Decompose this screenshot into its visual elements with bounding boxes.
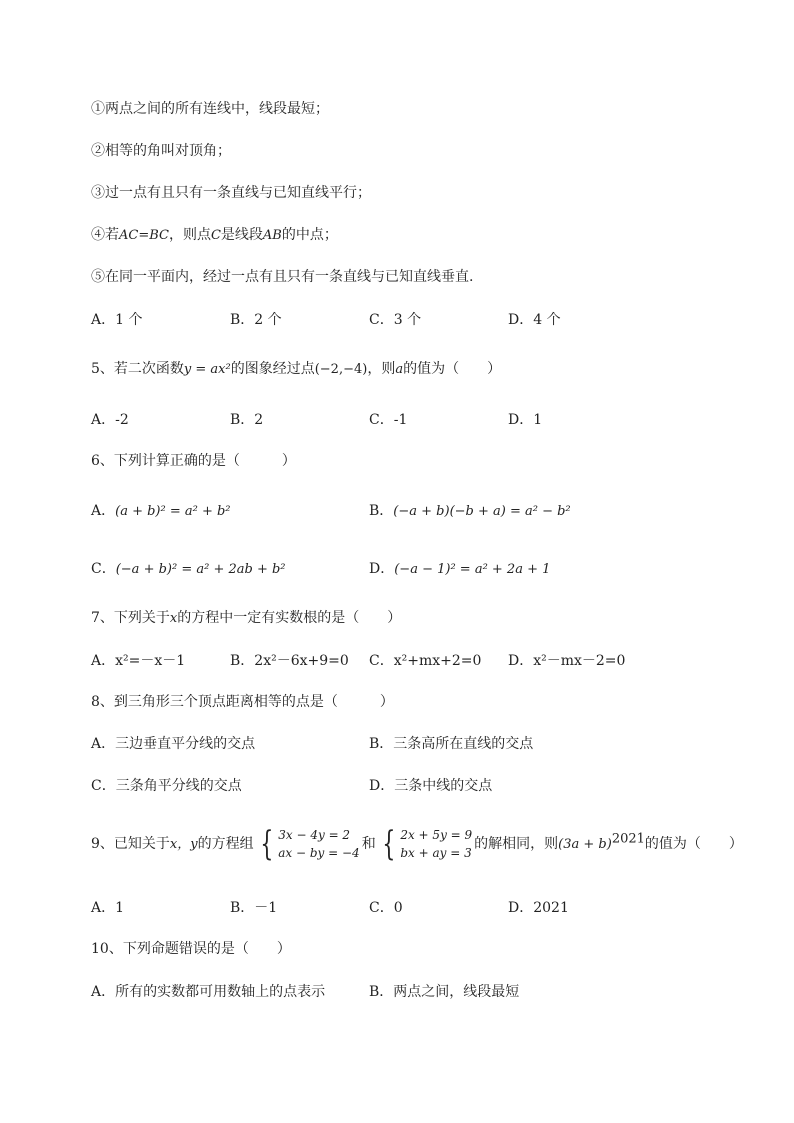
q8-option-a: A．三边垂直平分线的交点 [91, 736, 256, 752]
q8-option-b: B．三条高所在直线的交点 [369, 736, 534, 752]
q10-option-a: A．所有的实数都可用数轴上的点表示 [91, 984, 326, 1000]
q9-option-a: A．1 [91, 900, 125, 916]
statement-5: ⑤在同一平面内，经过一点有且只有一条直线与已知直线垂直. [91, 269, 474, 285]
q4-option-d: D．4 个 [508, 312, 561, 328]
q6-option-d: D．(−a − 1)² = a² + 2a + 1 [369, 561, 551, 577]
question-5-stem: 5、若二次函数y = ax²的图象经过点(−2,−4)，则a的值为（ ） [91, 361, 502, 377]
q6-option-a: A．(a + b)² = a² + b² [91, 503, 231, 519]
q7-option-a: A．x²=－x－1 [91, 653, 186, 669]
question-8-stem: 8、到三角形三个顶点距离相等的点是（ ） [91, 694, 394, 710]
q9-option-b: B．－1 [230, 900, 278, 916]
q9-system-1: { 3x − 4y = 2 ax − by = −4 [259, 824, 360, 864]
statement-3: ③过一点有且只有一条直线与已知直线平行； [91, 185, 371, 201]
q8-option-d: D．三条中线的交点 [369, 778, 493, 794]
q4-option-a: A．1 个 [91, 312, 143, 328]
q9-option-d: D．2021 [508, 900, 569, 916]
statement-4: ④若AC=BC，则点C是线段AB的中点； [91, 227, 338, 243]
q7-option-c: C．x²+mx+2=0 [369, 653, 482, 669]
q9-option-c: C．0 [369, 900, 403, 916]
q5-option-c: C．-1 [369, 412, 408, 428]
q5-point: (−2,−4) [314, 362, 368, 377]
question-7-stem: 7、下列关于x的方程中一定有实数根的是（ ） [91, 610, 402, 626]
q5-function: y = ax² [183, 362, 231, 377]
q6-option-c: C．(−a + b)² = a² + 2ab + b² [91, 561, 286, 577]
q8-option-c: C．三条角平分线的交点 [91, 778, 242, 794]
question-10-stem: 10、下列命题错误的是（ ） [91, 941, 291, 957]
q5-option-d: D．1 [508, 412, 543, 428]
statement-1: ①两点之间的所有连线中，线段最短； [91, 101, 329, 117]
q4-option-b: B．2 个 [230, 312, 282, 328]
q6-option-b: B．(−a + b)(−b + a) = a² − b² [369, 503, 571, 519]
q7-option-b: B．2x²－6x+9=0 [230, 653, 349, 669]
question-9-stem: 9、已知关于x，y的方程组 { 3x − 4y = 2 ax − by = −4 和 { 2x + 5y = 9 bx + ay = 3 的解相同，则$(3a + b)^{2021}$的值为（ ） [91, 824, 743, 864]
statement-2: ②相等的角叫对顶角； [91, 143, 231, 159]
q10-option-b: B．两点之间，线段最短 [369, 984, 520, 1000]
q5-option-a: A．-2 [91, 412, 129, 428]
q7-option-d: D．x²－mx－2=0 [508, 653, 626, 669]
q9-expression: (3a + b) [558, 837, 612, 852]
question-6-stem: 6、下列计算正确的是（ ） [91, 453, 296, 469]
statement-4-equation: AC=BC [119, 228, 169, 243]
q9-system-2: { 2x + 5y = 9 bx + ay = 3 [382, 824, 473, 864]
q5-option-b: B．2 [230, 412, 264, 428]
q4-option-c: C．3 个 [369, 312, 422, 328]
